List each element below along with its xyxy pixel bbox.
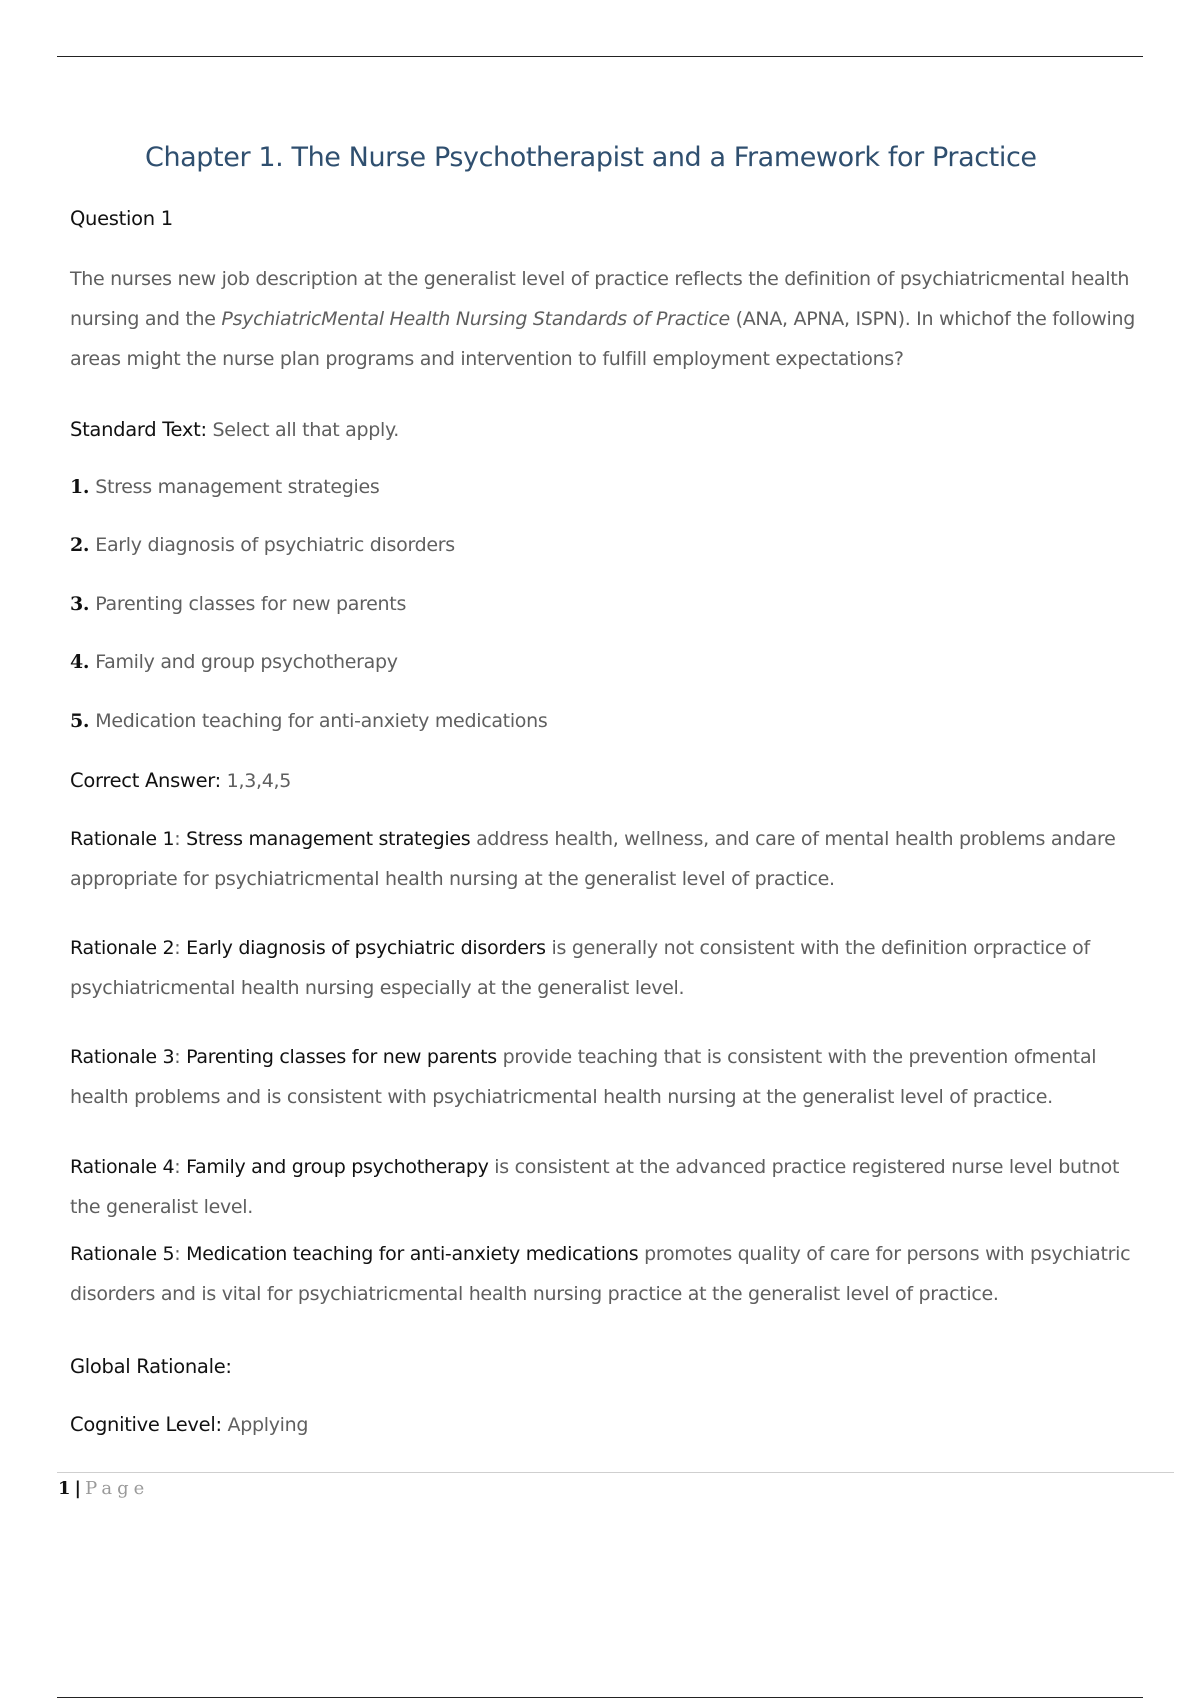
option-number: 4. xyxy=(70,651,90,673)
cognitive-level-value: Applying xyxy=(227,1414,309,1436)
question-label: Question 1 xyxy=(70,207,173,230)
option-number: 5. xyxy=(70,710,90,732)
page-number: 1 xyxy=(58,1478,71,1499)
option-text: Early diagnosis of psychiatric disorders xyxy=(95,534,455,556)
page-footer xyxy=(58,1478,149,1499)
rationale-3 xyxy=(70,1037,1150,1117)
rationale-text: provide teaching that is consistent with the prevention ofmental health problems and is consistent with psychiatricmental health nursing at the generalist level of practice. xyxy=(70,1046,1097,1108)
rationale-term: Family and group psychotherapy xyxy=(186,1156,489,1178)
option-3 xyxy=(70,593,1150,615)
header-rule xyxy=(57,56,1143,57)
standard-text xyxy=(70,418,1150,441)
rationale-5 xyxy=(70,1234,1150,1314)
rationale-label: Rationale 2 xyxy=(70,937,175,959)
cognitive-level xyxy=(70,1413,1150,1436)
rationale-term: Early diagnosis of psychiatric disorders xyxy=(186,937,546,959)
correct-answer-value: 1,3,4,5 xyxy=(226,770,292,792)
rationale-colon: : xyxy=(174,1046,187,1068)
rationale-colon: : xyxy=(174,828,187,850)
rationale-label: Rationale 5 xyxy=(70,1243,175,1265)
rationale-colon: : xyxy=(174,937,187,959)
rationale-label: Rationale 3 xyxy=(70,1046,175,1068)
standard-text-label: Standard Text: xyxy=(70,418,207,441)
rationale-2 xyxy=(70,928,1150,1008)
rationale-text: is generally not consistent with the definition orpractice of psychiatricmental health nursing especially at the generalist level. xyxy=(70,937,1090,999)
rationale-1 xyxy=(70,819,1150,899)
footer-rule xyxy=(57,1472,1174,1473)
rationale-term: Medication teaching for anti-anxiety medications xyxy=(186,1243,639,1265)
rationale-text: promotes quality of care for persons with psychiatric disorders and is vital for psychiatricmental health nursing practice at the generalist level of practice. xyxy=(70,1243,1131,1305)
question-stem xyxy=(70,259,1150,379)
correct-answer xyxy=(70,769,1150,792)
standard-text-value: Select all that apply. xyxy=(212,419,400,441)
option-2 xyxy=(70,534,1150,556)
option-text: Parenting classes for new parents xyxy=(95,593,407,615)
chapter-title: Chapter 1. The Nurse Psychotherapist and a Framework for Practice xyxy=(145,142,1037,173)
page-separator: | xyxy=(74,1478,82,1499)
option-number: 1. xyxy=(70,476,90,498)
correct-answer-label: Correct Answer: xyxy=(70,769,221,792)
option-4 xyxy=(70,651,1150,673)
bottom-rule xyxy=(57,1697,1143,1698)
option-number: 2. xyxy=(70,534,90,556)
cognitive-level-label: Cognitive Level: xyxy=(70,1413,222,1436)
option-text: Stress management strategies xyxy=(95,476,380,498)
rationale-4 xyxy=(70,1147,1150,1227)
rationale-label: Rationale 4 xyxy=(70,1156,175,1178)
question-stem-part1: The nurses new job description at the generalist level of practice reflects the definition of psychiatricmental health nursing and the xyxy=(70,268,1130,330)
rationale-colon: : xyxy=(174,1243,187,1265)
rationale-term: Parenting classes for new parents xyxy=(186,1046,497,1068)
page-word: Page xyxy=(85,1478,150,1499)
rationale-text: address health, wellness, and care of mental health problems andare appropriate for psychiatricmental health nursing at the generalist level of practice. xyxy=(70,828,1116,890)
rationale-term: Stress management strategies xyxy=(186,828,471,850)
rationale-colon: : xyxy=(174,1156,187,1178)
option-number: 3. xyxy=(70,593,90,615)
question-stem-part2: (ANA, APNA, ISPN). In whichof the following areas might the nurse plan programs and intervention to fulfill employment expectations? xyxy=(70,308,1135,370)
option-5 xyxy=(70,710,1150,732)
rationale-label: Rationale 1 xyxy=(70,828,175,850)
option-text: Family and group psychotherapy xyxy=(95,651,398,673)
question-stem-italic: PsychiatricMental Health Nursing Standards of Practice xyxy=(221,308,730,330)
rationale-text: is consistent at the advanced practice registered nurse level butnot the generalist level. xyxy=(70,1156,1120,1218)
option-text: Medication teaching for anti-anxiety medications xyxy=(95,710,548,732)
global-rationale-label: Global Rationale: xyxy=(70,1355,232,1378)
option-1 xyxy=(70,476,1150,498)
